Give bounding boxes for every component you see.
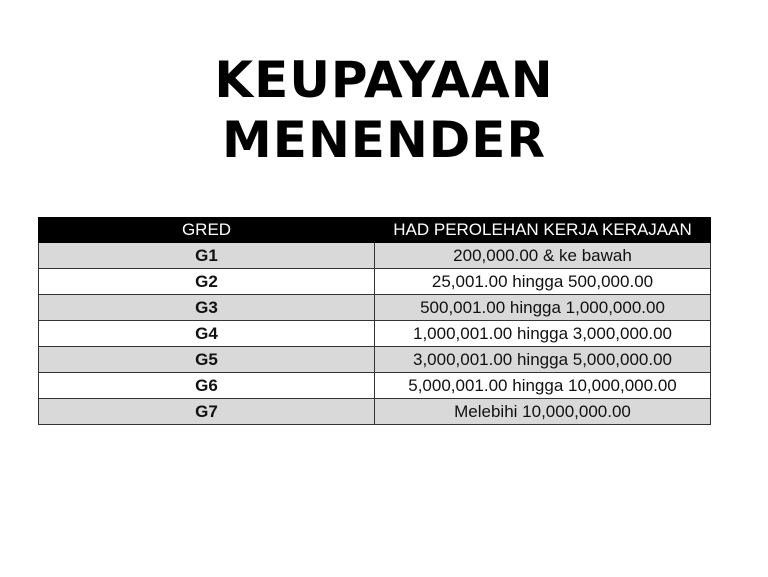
table-row: [39, 295, 711, 321]
page-title-line-1: KEUPAYAAN: [214, 51, 554, 109]
grade-cell: G3: [39, 295, 375, 321]
table-row: [39, 347, 711, 373]
table-row: [39, 399, 711, 425]
table-row: [39, 243, 711, 269]
grade-cell: G6: [39, 373, 375, 399]
grade-limit-table: [38, 217, 711, 425]
grade-cell: G1: [39, 243, 375, 269]
table-row: [39, 373, 711, 399]
page-title: [0, 50, 768, 170]
table-header-row: [39, 218, 711, 243]
limit-cell: 1,000,001.00 hingga 3,000,000.00: [375, 321, 711, 347]
table-row: [39, 321, 711, 347]
column-header-grade: GRED: [39, 218, 375, 243]
grade-cell: G4: [39, 321, 375, 347]
limit-cell: 500,001.00 hingga 1,000,000.00: [375, 295, 711, 321]
grade-cell: G5: [39, 347, 375, 373]
page-title-line-2: MENENDER: [222, 111, 546, 169]
limit-cell: 3,000,001.00 hingga 5,000,000.00: [375, 347, 711, 373]
table-row: [39, 269, 711, 295]
grade-cell: G7: [39, 399, 375, 425]
column-header-limit: HAD PEROLEHAN KERJA KERAJAAN: [375, 218, 711, 243]
limit-cell: 200,000.00 & ke bawah: [375, 243, 711, 269]
limit-cell: 5,000,001.00 hingga 10,000,000.00: [375, 373, 711, 399]
grade-cell: G2: [39, 269, 375, 295]
limit-cell: Melebihi 10,000,000.00: [375, 399, 711, 425]
limit-cell: 25,001.00 hingga 500,000.00: [375, 269, 711, 295]
